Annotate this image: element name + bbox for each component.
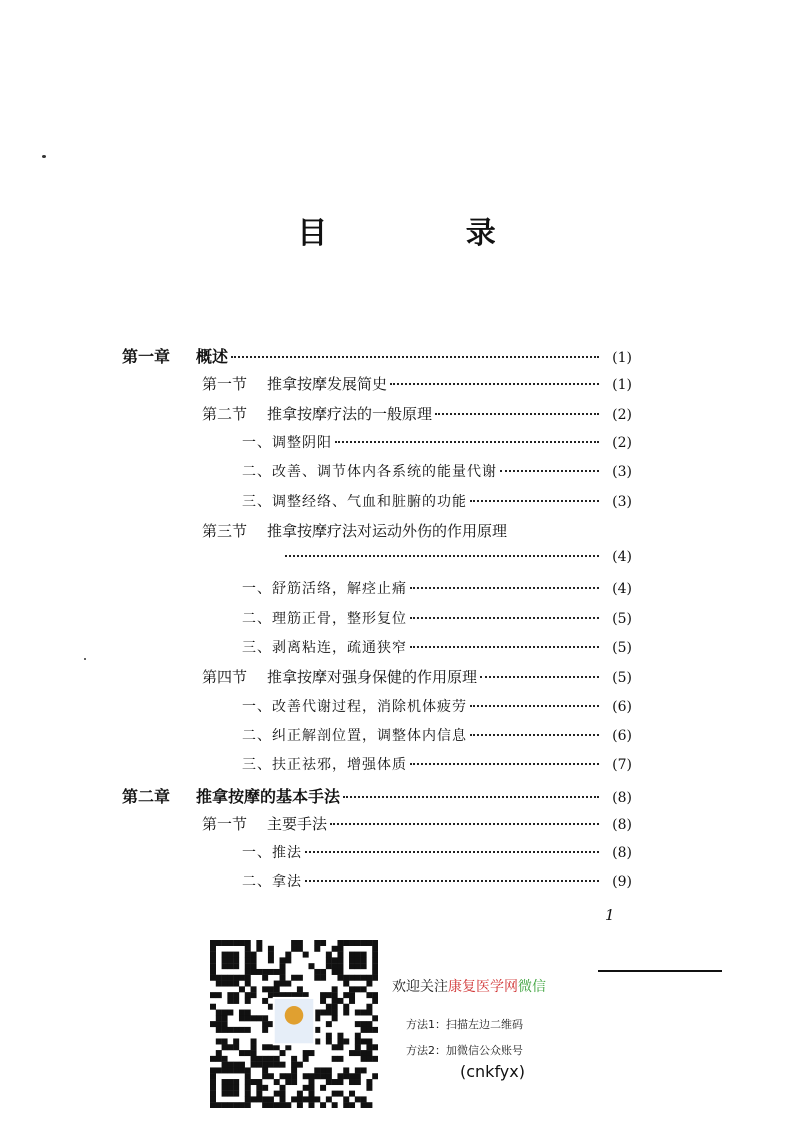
toc-page-number: (8) xyxy=(612,816,632,833)
toc-dot-leader xyxy=(410,763,599,765)
toc-entry-head: 第一节 xyxy=(202,814,248,833)
page-title: 目 录 xyxy=(297,216,560,251)
toc-chapter-row[interactable] xyxy=(122,784,632,810)
toc-dot-leader xyxy=(480,676,599,678)
toc-entry-label xyxy=(242,725,467,745)
toc-dot-leader xyxy=(231,356,599,358)
toc-page-number: (2) xyxy=(612,406,632,423)
toc-entry-head: 第四节 xyxy=(202,668,248,687)
promo-method-1: 方法1：扫描左边二维码 xyxy=(406,1018,523,1031)
toc-entry-text: 主要手法 xyxy=(267,814,328,833)
toc-page-number: (6) xyxy=(612,698,632,715)
promo-method-2: 方法2：加微信公众账号 xyxy=(406,1044,523,1057)
toc-item-row[interactable] xyxy=(242,842,632,868)
promo-title-brand: 康复医学网 xyxy=(448,979,518,995)
toc-entry-label xyxy=(242,871,302,891)
toc-entry-text: 推拿按摩疗法的一般原理 xyxy=(267,404,433,423)
toc-page-number: (3) xyxy=(612,464,632,481)
toc-entry-text: 三、剥离粘连，疏通狭窄 xyxy=(242,640,407,656)
toc-item-row[interactable] xyxy=(242,725,632,751)
toc-entry-label xyxy=(242,461,497,481)
promo-title-suffix: 微信 xyxy=(518,979,546,995)
toc-dot-leader xyxy=(343,796,599,798)
toc-dot-leader xyxy=(470,500,599,502)
toc-entry-text: 二、拿法 xyxy=(242,874,302,891)
qr-code-icon[interactable] xyxy=(210,940,378,1108)
toc-item-row[interactable] xyxy=(282,549,632,575)
toc-page-number: (5) xyxy=(612,670,632,687)
toc-entry-label xyxy=(242,637,407,657)
toc-entry-label xyxy=(242,754,407,774)
scan-speck xyxy=(84,658,86,660)
toc-item-row[interactable] xyxy=(242,461,632,487)
toc-dot-leader xyxy=(390,383,599,385)
toc-entry-head: 第一章 xyxy=(122,347,171,366)
toc-entry-text: 三、调整经络、气血和脏腑的功能 xyxy=(242,493,467,510)
toc-entry-text: 三、扶正祛邪，增强体质 xyxy=(242,757,407,774)
toc-page-number: (3) xyxy=(612,493,632,510)
toc-entry-text: 推拿按摩发展简史 xyxy=(267,375,388,394)
toc-section-row[interactable] xyxy=(202,813,632,839)
toc-entry-text: 一、舒筋活络，解痉止痛 xyxy=(242,581,407,598)
toc-entry-head: 第二章 xyxy=(122,786,171,806)
toc-entry-text: 一、推法 xyxy=(242,845,302,862)
toc-page-number: (9) xyxy=(612,874,632,891)
toc-dot-leader xyxy=(410,646,599,648)
toc-page-number: (2) xyxy=(612,434,632,451)
toc-section-row[interactable] xyxy=(202,403,632,429)
toc-chapter-row[interactable] xyxy=(122,344,632,370)
toc-item-row[interactable] xyxy=(242,871,632,897)
toc-entry-label xyxy=(242,608,407,628)
toc-page-number: (1) xyxy=(612,350,632,366)
toc-entry-text: 推拿按摩对强身保健的作用原理 xyxy=(267,668,478,687)
toc-page-number: (4) xyxy=(612,549,632,566)
toc-dot-leader xyxy=(305,880,599,882)
toc-dot-leader xyxy=(500,470,599,472)
toc-entry-text: 一、改善代谢过程，消除机体疲劳 xyxy=(242,698,467,715)
toc-page-number: (8) xyxy=(612,789,632,806)
toc-item-row[interactable] xyxy=(242,608,632,634)
toc-dot-leader xyxy=(410,617,599,619)
toc-entry-text: 二、纠正解剖位置，调整体内信息 xyxy=(242,727,467,744)
toc-entry-label xyxy=(202,403,432,424)
toc-entry-head: 第三节 xyxy=(202,521,248,540)
toc-dot-leader xyxy=(470,734,599,736)
toc-page-number: (6) xyxy=(612,727,632,744)
toc-item-row[interactable] xyxy=(242,696,632,722)
toc-entry-head: 第一节 xyxy=(202,375,248,394)
toc-entry-label xyxy=(202,666,477,687)
toc-entry-label xyxy=(242,842,302,862)
toc-dot-leader xyxy=(305,851,599,853)
toc-page-number: (4) xyxy=(612,581,632,598)
toc-dot-leader xyxy=(330,823,599,825)
toc-section-row[interactable] xyxy=(202,666,632,692)
toc-entry-label xyxy=(242,696,467,716)
promo-title xyxy=(392,976,546,996)
toc-entry-label xyxy=(242,432,332,452)
toc-item-row[interactable] xyxy=(242,432,632,458)
toc-item-row[interactable] xyxy=(242,754,632,780)
toc-entry-label xyxy=(202,520,507,541)
toc-section-row[interactable] xyxy=(202,520,632,546)
toc-dot-leader xyxy=(410,587,599,589)
toc-item-row[interactable] xyxy=(242,491,632,517)
toc-page-number: (7) xyxy=(612,757,632,774)
promo-banner xyxy=(210,940,730,1120)
toc-entry-text: 二、理筋正骨，整形复位 xyxy=(242,610,407,627)
promo-account-id: (cnkfyx) xyxy=(460,1062,525,1081)
toc-page-number: (8) xyxy=(612,845,632,862)
toc-entry-label xyxy=(122,784,340,807)
toc-entry-text: 推拿按摩疗法对运动外伤的作用原理 xyxy=(267,521,508,540)
toc-page-number: (5) xyxy=(612,640,632,656)
toc-entry-label xyxy=(202,813,327,834)
divider-rule xyxy=(598,970,722,972)
toc-dot-leader xyxy=(285,555,599,557)
toc-dot-leader xyxy=(435,413,599,415)
toc-item-row[interactable] xyxy=(242,578,632,604)
scan-speck xyxy=(42,155,46,158)
toc-dot-leader xyxy=(335,441,599,443)
toc-entry-text: 概述 xyxy=(196,347,229,366)
toc-page-number: (1) xyxy=(612,377,632,394)
toc-entry-label xyxy=(242,491,467,511)
toc-entry-head: 第二节 xyxy=(202,404,248,423)
toc-entry-label xyxy=(202,373,387,394)
toc-section-row[interactable] xyxy=(202,373,632,399)
toc-entry-text: 一、调整阴阳 xyxy=(242,434,332,451)
toc-item-row[interactable] xyxy=(242,637,632,663)
page-number: 1 xyxy=(605,906,615,924)
toc-entry-label xyxy=(242,578,407,598)
toc-page-number: (5) xyxy=(612,610,632,627)
toc-entry-label xyxy=(122,344,228,367)
toc-entry-text: 二、改善、调节体内各系统的能量代谢 xyxy=(242,464,497,481)
toc-dot-leader xyxy=(470,705,599,707)
promo-title-prefix: 欢迎关注 xyxy=(392,979,448,995)
toc-entry-text: 推拿按摩的基本手法 xyxy=(196,786,341,806)
